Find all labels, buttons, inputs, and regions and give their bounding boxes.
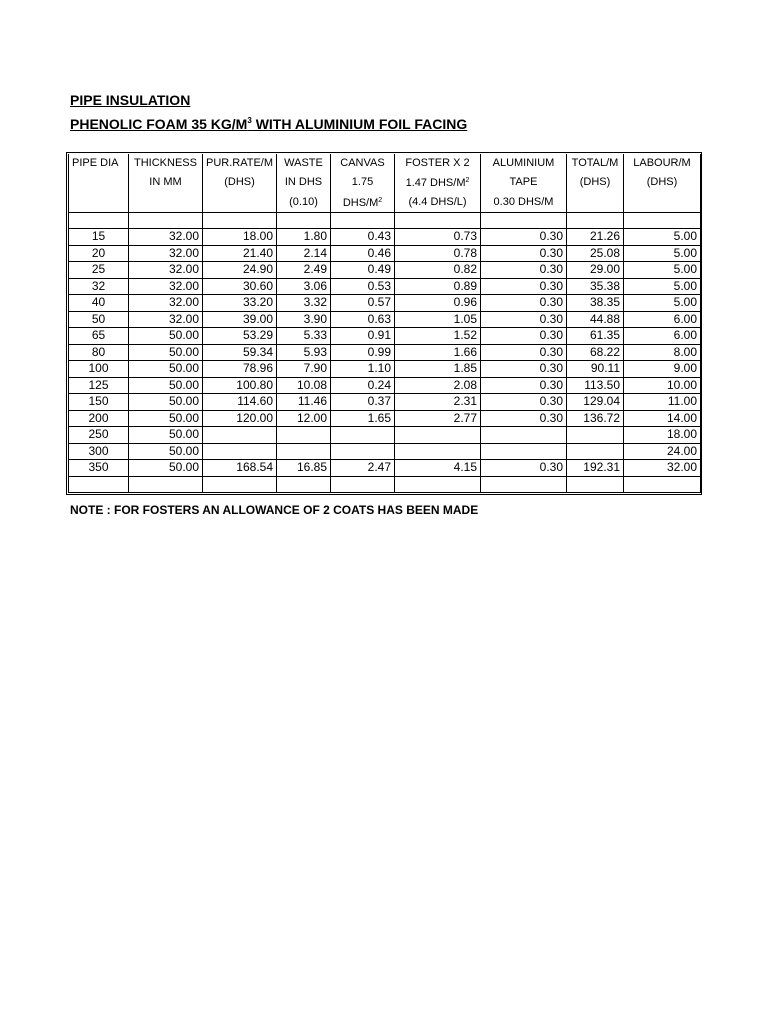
value-cell: 5.93 [277,344,331,361]
footnote: NOTE : FOR FOSTERS AN ALLOWANCE OF 2 COATS HAS BEEN MADE [70,503,479,517]
spacer-row [69,476,701,492]
empty-cell [567,476,624,492]
empty-cell [69,476,129,492]
header-cell [624,192,701,213]
empty-cell [481,213,567,229]
value-cell: 0.46 [331,245,395,262]
header-cell: WASTE [277,154,331,172]
value-cell: 0.91 [331,328,395,345]
table-row [69,427,701,444]
table-row [69,394,701,411]
pipe-dia-cell: 80 [69,344,129,361]
value-cell: 168.54 [203,460,277,477]
value-cell: 0.30 [481,328,567,345]
value-cell: 0.82 [395,262,481,279]
table-row [69,460,701,477]
value-cell: 0.30 [481,361,567,378]
value-cell: 0.30 [481,295,567,312]
value-cell: 32.00 [129,311,203,328]
value-cell: 32.00 [129,295,203,312]
value-cell: 5.33 [277,328,331,345]
value-cell: 50.00 [129,443,203,460]
value-cell: 14.00 [624,410,701,427]
table-row [69,311,701,328]
pipe-dia-cell: 100 [69,361,129,378]
header-cell: PIPE DIA [69,154,129,172]
value-cell: 5.00 [624,278,701,295]
value-cell: 11.00 [624,394,701,411]
value-cell: 68.22 [567,344,624,361]
header-row [69,172,701,192]
value-cell: 0.99 [331,344,395,361]
value-cell: 0.30 [481,245,567,262]
header-cell: IN DHS [277,172,331,192]
value-cell: 32.00 [129,262,203,279]
value-cell: 18.00 [624,427,701,444]
header-cell: DHS/$M^2$ [331,192,395,213]
value-cell: 32.00 [129,229,203,246]
value-cell: 50.00 [129,460,203,477]
table-row [69,229,701,246]
header-cell: CANVAS [331,154,395,172]
header-cell: (DHS) [567,172,624,192]
value-cell: 53.29 [203,328,277,345]
empty-cell [277,213,331,229]
value-cell: 1.52 [395,328,481,345]
header-cell: 1.47 DHS/$M^2$ [395,172,481,192]
empty-cell [69,213,129,229]
value-cell: 18.00 [203,229,277,246]
subtitle-superscript: 3 [247,116,252,125]
value-cell: 33.20 [203,295,277,312]
page-subtitle [70,116,467,132]
empty-cell [624,476,701,492]
value-cell: 6.00 [624,311,701,328]
value-cell [567,443,624,460]
table-row [69,278,701,295]
table-row [69,361,701,378]
value-cell: 0.89 [395,278,481,295]
value-cell: 5.00 [624,229,701,246]
empty-cell [277,476,331,492]
pipe-dia-cell: 200 [69,410,129,427]
value-cell: 0.30 [481,278,567,295]
value-cell [277,427,331,444]
value-cell: 0.30 [481,377,567,394]
header-cell [203,192,277,213]
value-cell: 29.00 [567,262,624,279]
value-cell: 50.00 [129,328,203,345]
value-cell: 2.08 [395,377,481,394]
value-cell: 5.00 [624,245,701,262]
empty-cell [129,476,203,492]
value-cell: 32.00 [129,278,203,295]
value-cell: 0.53 [331,278,395,295]
value-cell: 0.30 [481,394,567,411]
value-cell: 50.00 [129,394,203,411]
header-cell: (DHS) [203,172,277,192]
empty-cell [395,476,481,492]
value-cell: 21.26 [567,229,624,246]
value-cell: 59.34 [203,344,277,361]
page-title: PIPE INSULATION [70,92,191,108]
value-cell: 2.31 [395,394,481,411]
table-row [69,328,701,345]
header-cell: IN MM [129,172,203,192]
value-cell: 32.00 [624,460,701,477]
value-cell: 10.08 [277,377,331,394]
value-cell: 30.60 [203,278,277,295]
header-cell: (0.10) [277,192,331,213]
value-cell: 50.00 [129,410,203,427]
unit-superscript: 2 [378,197,383,204]
value-cell: 7.90 [277,361,331,378]
value-cell: 50.00 [129,344,203,361]
value-cell: 3.06 [277,278,331,295]
pipe-dia-cell: 150 [69,394,129,411]
value-cell: 0.57 [331,295,395,312]
value-cell: 0.30 [481,460,567,477]
value-cell [395,443,481,460]
header-cell [129,192,203,213]
value-cell: 25.08 [567,245,624,262]
value-cell: 16.85 [277,460,331,477]
value-cell: 113.50 [567,377,624,394]
empty-cell [129,213,203,229]
table-row [69,245,701,262]
value-cell: 114.60 [203,394,277,411]
value-cell: 0.30 [481,229,567,246]
pipe-dia-cell: 65 [69,328,129,345]
pipe-dia-cell: 50 [69,311,129,328]
header-cell: (DHS) [624,172,701,192]
empty-cell [331,476,395,492]
header-cell: PUR.RATE/M [203,154,277,172]
header-row [69,192,701,213]
value-cell: 2.47 [331,460,395,477]
value-cell [395,427,481,444]
header-cell: TOTAL/M [567,154,624,172]
value-cell: 5.00 [624,262,701,279]
value-cell: 129.04 [567,394,624,411]
pipe-dia-cell: 20 [69,245,129,262]
value-cell: 39.00 [203,311,277,328]
table-header [69,154,701,213]
table-row [69,262,701,279]
value-cell: 50.00 [129,427,203,444]
value-cell: 120.00 [203,410,277,427]
value-cell: 1.65 [331,410,395,427]
value-cell: 61.35 [567,328,624,345]
value-cell: 50.00 [129,361,203,378]
header-row [69,154,701,172]
value-cell: 0.49 [331,262,395,279]
empty-cell [203,213,277,229]
table-row [69,443,701,460]
value-cell: 35.38 [567,278,624,295]
value-cell: 0.24 [331,377,395,394]
header-cell: THICKNESS [129,154,203,172]
value-cell: 8.00 [624,344,701,361]
pipe-dia-cell: 32 [69,278,129,295]
pipe-dia-cell: 300 [69,443,129,460]
value-cell [331,443,395,460]
header-cell: LABOUR/M [624,154,701,172]
header-cell: FOSTER X 2 [395,154,481,172]
pipe-dia-cell: 250 [69,427,129,444]
header-cell [69,172,129,192]
value-cell: 12.00 [277,410,331,427]
value-cell: 24.00 [624,443,701,460]
value-cell: 24.90 [203,262,277,279]
empty-cell [567,213,624,229]
value-cell: 3.32 [277,295,331,312]
value-cell: 38.35 [567,295,624,312]
value-cell [277,443,331,460]
pipe-dia-cell: 15 [69,229,129,246]
pipe-dia-cell: 350 [69,460,129,477]
spacer-row [69,213,701,229]
value-cell: 1.05 [395,311,481,328]
insulation-table-frame [66,152,702,495]
table-body [69,213,701,493]
value-cell: 50.00 [129,377,203,394]
header-cell: ALUMINIUM [481,154,567,172]
value-cell: 0.73 [395,229,481,246]
value-cell: 10.00 [624,377,701,394]
empty-cell [481,476,567,492]
value-cell: 6.00 [624,328,701,345]
table-row [69,344,701,361]
header-cell [69,192,129,213]
value-cell: 1.66 [395,344,481,361]
value-cell: 0.30 [481,311,567,328]
value-cell: 32.00 [129,245,203,262]
value-cell: 0.63 [331,311,395,328]
value-cell: 5.00 [624,295,701,312]
value-cell: 21.40 [203,245,277,262]
value-cell: 0.43 [331,229,395,246]
empty-cell [395,213,481,229]
header-cell: 1.75 [331,172,395,192]
value-cell [481,443,567,460]
header-cell: (4.4 DHS/L) [395,192,481,213]
value-cell: 0.78 [395,245,481,262]
pipe-dia-cell: 25 [69,262,129,279]
value-cell: 136.72 [567,410,624,427]
pipe-dia-cell: 125 [69,377,129,394]
value-cell: 44.88 [567,311,624,328]
insulation-table [68,154,701,493]
value-cell: 0.30 [481,410,567,427]
table-row [69,377,701,394]
table-row [69,410,701,427]
value-cell: 2.14 [277,245,331,262]
value-cell: 90.11 [567,361,624,378]
value-cell: 100.80 [203,377,277,394]
value-cell: 1.10 [331,361,395,378]
value-cell: 0.30 [481,344,567,361]
header-cell: 0.30 DHS/M [481,192,567,213]
value-cell: 1.80 [277,229,331,246]
value-cell: 1.85 [395,361,481,378]
pipe-dia-cell: 40 [69,295,129,312]
value-cell [203,443,277,460]
value-cell: 9.00 [624,361,701,378]
table-row [69,295,701,312]
value-cell: 3.90 [277,311,331,328]
value-cell: 2.77 [395,410,481,427]
header-cell: TAPE [481,172,567,192]
subtitle-main: PHENOLIC FOAM 35 KG/M [70,116,248,132]
value-cell: 4.15 [395,460,481,477]
header-cell [567,192,624,213]
value-cell: 78.96 [203,361,277,378]
empty-cell [203,476,277,492]
value-cell: 2.49 [277,262,331,279]
value-cell [567,427,624,444]
value-cell: 0.30 [481,262,567,279]
value-cell [331,427,395,444]
empty-cell [624,213,701,229]
unit-superscript: 2 [465,177,470,184]
value-cell: 0.96 [395,295,481,312]
value-cell: 0.37 [331,394,395,411]
subtitle-rest: WITH ALUMINIUM FOIL FACING [251,116,468,132]
value-cell [481,427,567,444]
value-cell: 11.46 [277,394,331,411]
value-cell [203,427,277,444]
empty-cell [331,213,395,229]
value-cell: 192.31 [567,460,624,477]
